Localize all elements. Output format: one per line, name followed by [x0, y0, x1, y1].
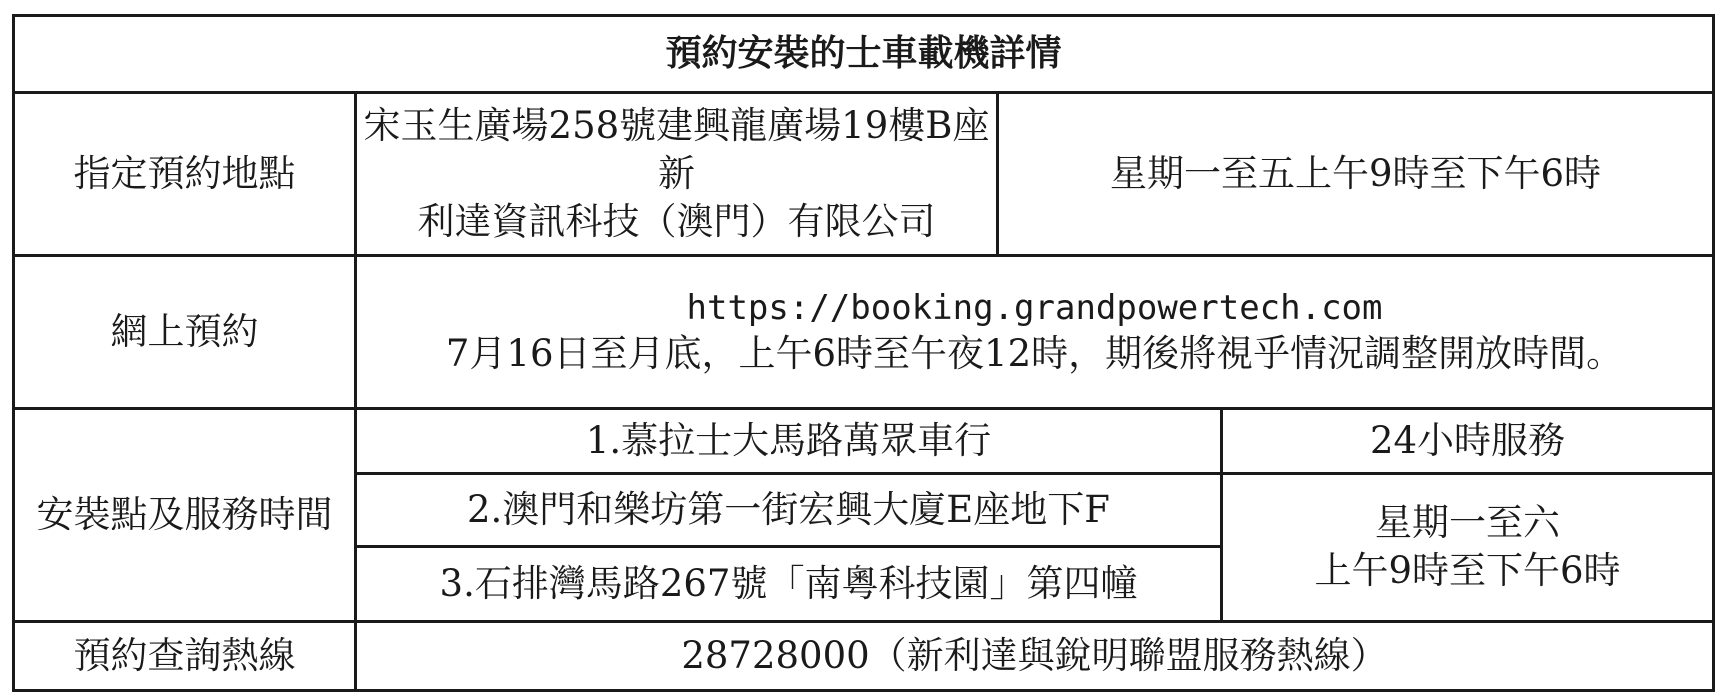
install-hours-week-line-1: 星期一至六	[1375, 501, 1560, 545]
online-row	[14, 256, 1714, 409]
install-hours-week	[1222, 473, 1714, 621]
hotline-value: 28728000（新利達與銳明聯盟服務熱線）	[356, 622, 1714, 691]
hotline-row	[14, 622, 1714, 691]
install-point-3: 3.石排灣馬路267號「南粵科技園」第四幢	[356, 546, 1222, 621]
address-line-1: 宋玉生廣場258號建興龍廣場19樓B座新	[363, 104, 990, 196]
install-point-2: 2.澳門和樂坊第一街宏興大廈E座地下F	[356, 473, 1222, 546]
install-hours-week-line-2: 上午9時至下午6時	[1314, 549, 1621, 593]
address-line-2: 利達資訊科技（澳門）有限公司	[417, 200, 936, 244]
online-note: 7月16日至月底，上午6時至午夜12時，期後將視乎情況調整開放時間。	[445, 332, 1624, 376]
booking-url-link[interactable]: https://booking.grandpowertech.com	[686, 288, 1383, 328]
title-row	[14, 16, 1714, 93]
page-title: 預約安裝的士車載機詳情	[14, 16, 1714, 93]
install-label: 安裝點及服務時間	[14, 409, 356, 622]
booking-details-table	[12, 14, 1715, 692]
hotline-label: 預約查詢熱線	[14, 622, 356, 691]
online-details	[356, 256, 1714, 409]
online-label: 網上預約	[14, 256, 356, 409]
install-row-1	[14, 409, 1714, 474]
location-row	[14, 93, 1714, 256]
install-hours-24: 24小時服務	[1222, 409, 1714, 474]
location-hours: 星期一至五上午9時至下午6時	[998, 93, 1714, 256]
location-address	[356, 93, 998, 256]
location-label: 指定預約地點	[14, 93, 356, 256]
install-point-1: 1.慕拉士大馬路萬眾車行	[356, 409, 1222, 474]
